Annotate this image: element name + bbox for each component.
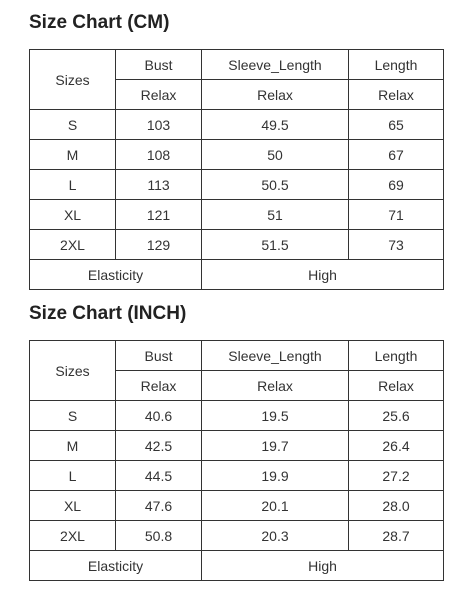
elasticity-row: [30, 551, 444, 581]
sleeve-length-header: Sleeve_Length: [202, 50, 349, 80]
table-row: [30, 110, 444, 140]
bust-fit-label: Relax: [116, 80, 202, 110]
cm-size-table: [29, 49, 444, 290]
length-cell: 71: [349, 200, 444, 230]
bust-cell: 113: [116, 170, 202, 200]
sleeve-length-cell: 19.5: [202, 401, 349, 431]
table-row: [30, 200, 444, 230]
sleeve-length-cell: 50: [202, 140, 349, 170]
sizes-header: Sizes: [30, 341, 116, 401]
length-header: Length: [349, 341, 444, 371]
bust-cell: 42.5: [116, 431, 202, 461]
inch-size-table: [29, 340, 444, 581]
bust-cell: 121: [116, 200, 202, 230]
bust-header: Bust: [116, 341, 202, 371]
sleeve-length-header: Sleeve_Length: [202, 341, 349, 371]
elasticity-value: High: [202, 551, 444, 581]
size-cell: XL: [30, 200, 116, 230]
length-fit-label: Relax: [349, 371, 444, 401]
size-cell: 2XL: [30, 230, 116, 260]
table-row: [30, 230, 444, 260]
sleeve-length-fit-label: Relax: [202, 80, 349, 110]
elasticity-value: High: [202, 260, 444, 290]
length-header: Length: [349, 50, 444, 80]
sleeve-length-cell: 20.3: [202, 521, 349, 551]
header-row: [30, 50, 444, 80]
length-cell: 26.4: [349, 431, 444, 461]
bust-cell: 50.8: [116, 521, 202, 551]
sleeve-length-fit-label: Relax: [202, 371, 349, 401]
size-cell: S: [30, 401, 116, 431]
sizes-header: Sizes: [30, 50, 116, 110]
size-cell: XL: [30, 491, 116, 521]
table-row: [30, 461, 444, 491]
size-cell: M: [30, 140, 116, 170]
elasticity-label: Elasticity: [30, 551, 202, 581]
sleeve-length-cell: 51: [202, 200, 349, 230]
sleeve-length-cell: 20.1: [202, 491, 349, 521]
elasticity-row: [30, 260, 444, 290]
bust-header: Bust: [116, 50, 202, 80]
elasticity-label: Elasticity: [30, 260, 202, 290]
header-row: [30, 341, 444, 371]
bust-cell: 129: [116, 230, 202, 260]
bust-cell: 103: [116, 110, 202, 140]
size-cell: S: [30, 110, 116, 140]
sleeve-length-cell: 19.7: [202, 431, 349, 461]
bust-cell: 108: [116, 140, 202, 170]
size-cell: L: [30, 461, 116, 491]
length-cell: 65: [349, 110, 444, 140]
table-row: [30, 401, 444, 431]
bust-cell: 44.5: [116, 461, 202, 491]
size-cell: M: [30, 431, 116, 461]
sleeve-length-cell: 49.5: [202, 110, 349, 140]
sleeve-length-cell: 51.5: [202, 230, 349, 260]
table-row: [30, 491, 444, 521]
length-cell: 28.7: [349, 521, 444, 551]
size-cell: L: [30, 170, 116, 200]
inch-chart-title: Size Chart (INCH): [29, 303, 187, 324]
table-row: [30, 140, 444, 170]
length-fit-label: Relax: [349, 80, 444, 110]
length-cell: 69: [349, 170, 444, 200]
length-cell: 67: [349, 140, 444, 170]
table-row: [30, 170, 444, 200]
length-cell: 25.6: [349, 401, 444, 431]
size-cell: 2XL: [30, 521, 116, 551]
bust-fit-label: Relax: [116, 371, 202, 401]
table-row: [30, 431, 444, 461]
length-cell: 73: [349, 230, 444, 260]
sleeve-length-cell: 50.5: [202, 170, 349, 200]
cm-chart-title: Size Chart (CM): [29, 12, 170, 33]
length-cell: 28.0: [349, 491, 444, 521]
table-row: [30, 521, 444, 551]
sleeve-length-cell: 19.9: [202, 461, 349, 491]
bust-cell: 47.6: [116, 491, 202, 521]
bust-cell: 40.6: [116, 401, 202, 431]
length-cell: 27.2: [349, 461, 444, 491]
